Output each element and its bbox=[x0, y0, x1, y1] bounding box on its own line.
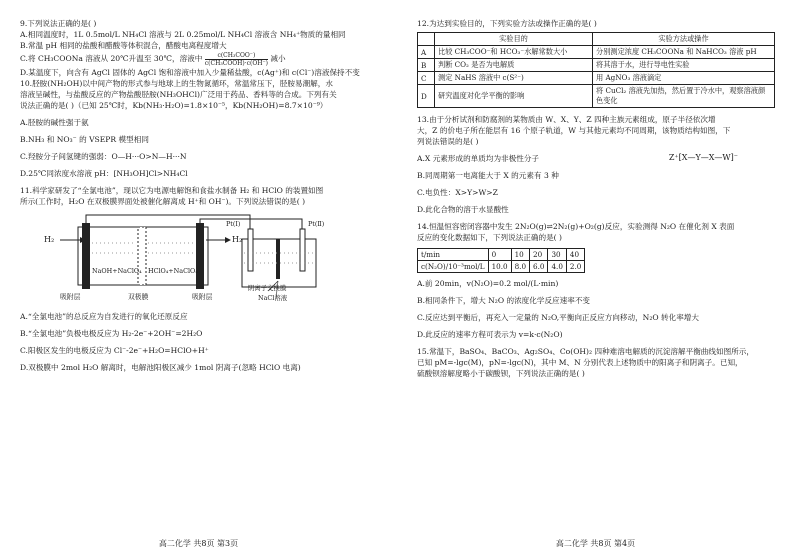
q14-line1: 14.恒温恒容密闭容器中发生 2N₂O(g)⇌2N₂(g)+O₂(g)反应，实验测得 N₂O 在催化剂 X 表面 bbox=[417, 222, 735, 231]
bipolar-membrane-label: 双极膜 bbox=[128, 293, 149, 301]
q11-option-c: C.阳极区发生的电极反应为 Cl⁻-2e⁻+H₂O=HClO+H⁺ bbox=[20, 346, 209, 355]
left-absorb-layer bbox=[82, 223, 90, 289]
pt1-label: Pt(Ⅰ) bbox=[226, 220, 241, 228]
hclo4-label: HClO₄+NaClO₄ bbox=[148, 267, 198, 275]
q11-line1: 11.科学家研发了“全氯电池”，现以它为电源电解饱和食盐水制备 H₂ 和 HClO 的装置如图 bbox=[20, 186, 324, 195]
anion-exchange-membrane bbox=[276, 239, 280, 279]
h2-right-label: H₂ bbox=[232, 235, 243, 244]
naoh-label: NaOH+NaClO₄ bbox=[92, 267, 142, 275]
right-page bbox=[397, 0, 794, 557]
q15-line2: 已知 pM=-lgc(M)，pN=-lgc(N)，其中 M、N 分别代表上述物质中的阳离子和阴离子。已知， bbox=[417, 358, 743, 367]
q10-line1: 10.胫胺(NH₂OH)以中间产物的形式参与地球上的生物氮循环，常温常压下，胫胺易潮解，水 bbox=[20, 79, 333, 88]
nacl-label: NaCl溶液 bbox=[258, 294, 288, 302]
q14-option-d: D.此反应的速率方程可表示为 v=k·c(N₂O) bbox=[417, 330, 563, 339]
q11-option-b: B.“全氯电池”负极电极反应为 H₂-2e⁻+2OH⁻=2H₂O bbox=[20, 329, 203, 338]
absorb-layer-right-label: 吸附层 bbox=[192, 293, 213, 301]
absorb-layer-left-label: 吸附层 bbox=[60, 293, 81, 301]
q9-option-c: C.将 CH₃COONa 溶液从 20℃升温至 30℃，溶液中 $\frac{\text{c(CH₃COO⁻)}}{\text{c(CH₃COOH)·c(OH⁻)}}$ 减小 bbox=[20, 51, 286, 67]
q13-line3: 列说法错误的是( ) bbox=[417, 137, 479, 146]
left-page-footer: 高二化学 共8页 第3页 bbox=[158, 539, 239, 548]
pt1-electrode bbox=[248, 229, 253, 271]
q13-option-c: C.电负性：X>Y>W>Z bbox=[417, 188, 498, 197]
q9-stem: 9.下列说法正确的是( ) bbox=[20, 19, 97, 28]
q10-line2: 溶液呈碱性，与盐酸反应的产物盐酸胫胺(NH₃OHCl)广泛用于药品、香料等的合成。下列有关 bbox=[20, 90, 337, 99]
q10-option-b: B.NH₃ 和 NO₃⁻ 的 VSEPR 模型相同 bbox=[20, 135, 149, 144]
h2-left-label: H₂ bbox=[44, 235, 55, 244]
right-page-footer: 高二化学 共8页 第4页 bbox=[555, 539, 636, 548]
table-row: D 研究温度对化学平衡的影响 将 CuCl₂ 溶液先加热，然后置于冷水中，观察溶液颜色变化 bbox=[418, 85, 775, 108]
table-row: B 判断 CO₂ 是否为电解质 将其溶于水，进行导电性实验 bbox=[418, 59, 775, 72]
bipolar-membrane bbox=[138, 227, 146, 285]
electrolysis-diagram bbox=[20, 213, 383, 305]
q14-option-c: C.反应达到平衡后，再充入一定量的 N₂O,平衡向正反应方向移动，N₂O 转化率增大 bbox=[417, 313, 699, 322]
q14-option-b: B.相同条件下，增大 N₂O 的浓度化学反应速率不变 bbox=[417, 296, 591, 305]
pt2-electrode bbox=[300, 229, 305, 271]
q13-option-b: B.同周期第一电离能大于 X 的元素有 3 种 bbox=[417, 171, 559, 180]
q11-option-a: A.“全氯电池”的总反应为自发进行的氧化还原反应 bbox=[20, 312, 188, 321]
q9-option-a: A.相同温度时，1L 0.5mol/L NH₄Cl 溶液与 2L 0.25mol/L NH₄Cl 溶液含 NH₄⁺物质的量相同 bbox=[20, 30, 346, 39]
q13-option-d: D.此化合物的溶于水显酸性 bbox=[417, 205, 509, 214]
q13-structure-formula: Z⁺[X—Y—X—W]⁻ bbox=[668, 153, 738, 162]
q9-option-d: D.某温度下，向含有 AgCl 固体的 AgCl 饱和溶液中加入少量稀盐酸，c(Ag⁺)和 c(Cl⁻)溶液保持不变 bbox=[20, 68, 360, 77]
q12-stem: 12.为达到实验目的，下列实验方法或操作正确的是( ) bbox=[417, 19, 597, 28]
pt2-label: Pt(Ⅱ) bbox=[308, 220, 325, 228]
q13-option-a: A.X 元素形成的单质均为非极性分子 bbox=[417, 154, 540, 163]
q12-table-header: 实验目的 实验方法或操作 bbox=[418, 33, 775, 46]
q14-option-a: A.前 20min，v(N₂O)=0.2 mol/(L·min) bbox=[417, 279, 559, 288]
q10-option-a: A.胫胺的碱性强于氨 bbox=[20, 118, 89, 127]
right-absorb-layer bbox=[196, 223, 204, 289]
q10-option-d: D.25℃同浓度水溶液 pH：[NH₃OH]Cl>NH₄Cl bbox=[20, 169, 188, 178]
q10-option-c: C.羟胺分子间氢键的强弱：O—H···O>N—H···N bbox=[20, 152, 187, 161]
q13-line1: 13.由于分析试剂和防腐剂的某物质由 W、X、Y、Z 四种主族元素组成，原子半径依次增 bbox=[417, 115, 716, 124]
q15-line1: 15.常温下，BaSO₄、BaCO₃、Ag₂SO₄、Co(OH)₂ 四种难溶电解质的沉淀溶解平衡曲线如图所示， bbox=[417, 347, 754, 356]
q9-fraction: $\frac{\text{c(CH₃COO⁻)}}{\text{c(CH₃COOH)·c(OH⁻)}}$ bbox=[204, 51, 268, 67]
q14-table-header: t/min 0 10 20 30 40 bbox=[418, 249, 585, 261]
q14-line2: 反应的变化数据如下，下列说法正确的是( ) bbox=[417, 233, 563, 242]
q13-line2: 大，Z 的价电子所在能层有 16 个原子轨道，W 与其他元素均不同周期，该物质结构如图，下 bbox=[417, 126, 731, 135]
q10-line3: 说法正确的是( )（已知 25℃时，Kb(NH₃·H₂O)=1.8×10⁻⁵，Kb(NH₂OH)=8.7×10⁻⁹） bbox=[20, 101, 328, 110]
q15-line3: 硫酸钡溶解度略小于碳酸钡，下列说法正确的是( ) bbox=[417, 369, 585, 378]
table-row: C 测定 NaHS 溶液中 c(S²⁻) 用 AgNO₃ 溶液滴定 bbox=[418, 72, 775, 85]
table-row: c(N₂O)/10⁻³mol/L 10.0 8.0 6.0 4.0 2.0 bbox=[418, 261, 585, 273]
q11-line2: 所示(工作时，H₂O 在双极膜界面处被催化解离成 H⁺和 OH⁻)。下列说法错误的是( ) bbox=[20, 197, 306, 206]
q13-options bbox=[417, 147, 780, 215]
q9-option-b: B.常温 pH 相同的盐酸和醋酸等体积混合，醋酸电离程度增大 bbox=[20, 41, 227, 50]
q14-table bbox=[417, 248, 585, 273]
q11-option-d: D.双极膜中 2mol H₂O 解离时，电解池阳极区减少 1mol 阴离子(忽略 HClO 电离) bbox=[20, 363, 301, 372]
q12-table bbox=[417, 32, 775, 108]
table-row: A 比较 CH₃COO⁻和 HCO₃⁻水解常数大小 分别测定浓度 CH₃COONa 和 NaHCO₃ 溶液 pH bbox=[418, 46, 775, 59]
anion-membrane-label: 阴离子交换膜 bbox=[248, 284, 287, 292]
